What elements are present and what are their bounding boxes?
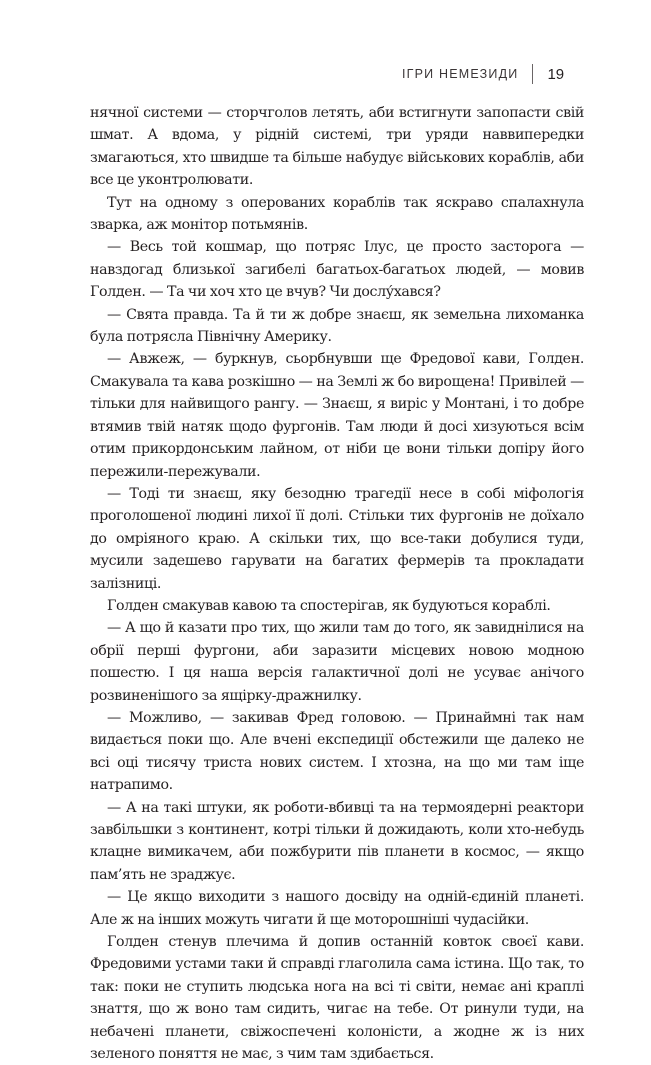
- paragraph: — А на такі штуки, як роботи-вбивці та на термоядерні реактори завбільшки з континент, котрі тільки й дожидають, коли хто-небудь клацне вимикачем, аби пожбурити пів планети в космос, — якщо пам’ять не зраджує.: [90, 799, 584, 883]
- running-head: [402, 62, 564, 86]
- paragraph-continued: нячної системи — сторчголов летять, аби встигнути запопасти свій шмат. А вдома, у рідній системі, три уряди наввипередки змагаються, хто швидше та більше набудує військових кораблів, аби все це уконтролювати.: [90, 105, 584, 189]
- paragraph: Голден стенув плечима й допив останній ковток своєї кави. Фредовими устами таки й справді глаголила сама істина. Що так, то так: поки не ступить людська нога на всі ті світи, немає ані краплі знаття, що ж воно там сидить, чигає на тебе. От ринули туди, на небачені планети, свіжоспечені колоністи, а жодне ж із них зеленого поняття не має, з чим там здибається.: [90, 934, 584, 1063]
- paragraph: — Весь той кошмар, що потряс Ілус, це просто засторога — навздогад близької загибелі багатьох-багатьох людей, — мовив Голден. — Та чи хоч хто це вчув? Чи дослу́хався?: [90, 239, 584, 301]
- paragraph: Голден смакував кавою та спостерігав, як будуються кораблі.: [107, 597, 551, 614]
- running-head-title: ІГРИ НЕМЕЗИДИ: [402, 67, 519, 81]
- body-text: [90, 102, 584, 1065]
- paragraph: — Свята правда. Та й ти ж добре знаєш, як земельна лихоманка була потрясла Північну Америку.: [90, 306, 584, 346]
- paragraph: — Тоді ти знаєш, яку безодню трагедії несе в собі міфологія проголошеної людині лихої її долі. Стільки тих фургонів не доїхало до омріяного краю. А скільки тих, що все-таки добулися туди, мусили задешево гарувати на багатих фермерів та прокладати залізниці.: [90, 485, 584, 592]
- paragraph: — А що й казати про тих, що жили там до того, як завиднілися на обрії перші фургони, аби заразити місцевих новою модною пошестю. І ця наша версія галактичної долі не усуває анічого розвиненішого за ящірку-дражнилку.: [90, 620, 584, 704]
- paragraph: — Це якщо виходити з нашого досвіду на одній-єдиній планеті. Але ж на інших можуть чигати й ще моторошніші чудасійки.: [90, 889, 584, 928]
- paragraph: Тут на одному з оперованих кораблів так яскраво спалахнула зварка, аж монітор потьмянів.: [90, 194, 584, 234]
- paragraph: — Авжеж, — буркнув, сьорбнувши ще Фредової кави, Голден. Смакувала та кава розкішно — на Землі ж бо вирощена! Привілей — тільки для найвищого рангу. — Знаєш, я виріс у Монтані, і то добре втямив твій натяк щодо фургонів. Там люди й досі хизуються всім отим прикордонським лайном, от ніби це вони тільки допіру його пережили-пережували.: [90, 351, 584, 480]
- page-number: 19: [547, 65, 565, 83]
- running-head-divider: [532, 64, 533, 84]
- paragraph: — Можливо, — закивав Фред головою. — Принаймні так нам видається поки що. Але вчені експедиції обстежили ще далеко не всі оці тисячу триста нових систем. І хтозна, на що ми там іще натрапимо.: [90, 709, 584, 794]
